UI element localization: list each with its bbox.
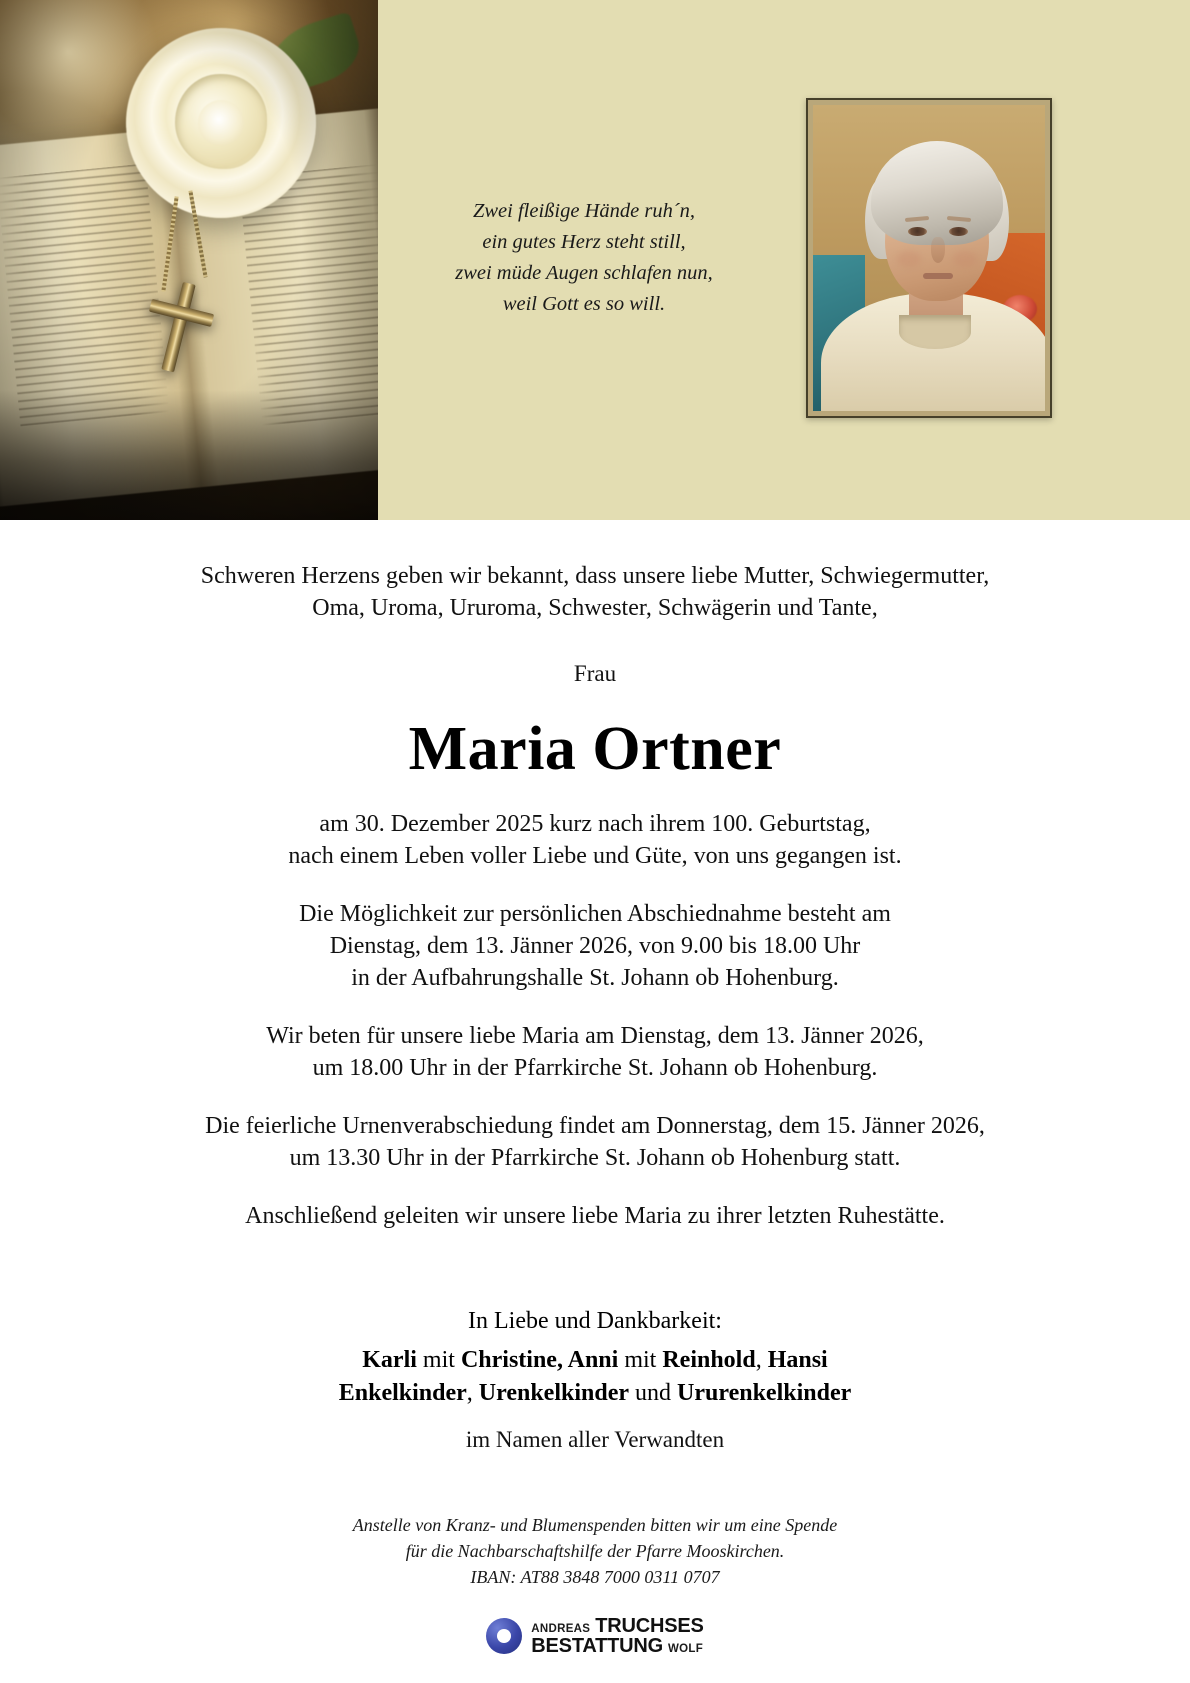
ceremony-line: um 13.30 Uhr in der Pfarrkirche St. Johann ob Hohenburg statt. (289, 1145, 901, 1171)
book-rose-photo (0, 0, 378, 520)
banner (0, 0, 1190, 520)
portrait-frame (806, 98, 1052, 418)
family-names (0, 1344, 1190, 1410)
donation-line: Anstelle von Kranz- und Blumenspenden bitten wir um eine Spende (352, 1515, 838, 1535)
in-name-of-relatives: im Namen aller Verwandten (465, 1427, 725, 1452)
family-connector: , (755, 1347, 768, 1373)
prayer-line: um 18.00 Uhr in der Pfarrkirche St. Johann ob Hohenburg. (312, 1055, 878, 1081)
prayer-line: Wir beten für unsere liebe Maria am Dienstag, dem 13. Jänner 2026, (266, 1023, 924, 1049)
announcement-body (0, 520, 1190, 1590)
intro-paragraph (0, 560, 1190, 624)
donation-iban: IBAN: AT88 3848 7000 0311 0707 (470, 1567, 720, 1587)
intro-line: Schweren Herzens geben wir bekannt, dass unsere liebe Mutter, Schwiegermutter, (200, 563, 990, 589)
donation-note (0, 1512, 1190, 1590)
photo-vignette (0, 0, 378, 520)
donation-line: für die Nachbarschaftshilfe der Pfarre Mooskirchen. (405, 1541, 785, 1561)
death-line: am 30. Dezember 2025 kurz nach ihrem 100. Geburtstag, (319, 811, 871, 837)
family-name: Urenkelkinder (478, 1380, 630, 1406)
family-line (0, 1377, 1190, 1410)
salutation: Frau (573, 661, 617, 686)
ceremony-paragraph (0, 1110, 1190, 1174)
prayer-paragraph (0, 1020, 1190, 1084)
family-name: Hansi (767, 1347, 828, 1373)
logo-service: BESTATTUNG (531, 1635, 663, 1658)
page-title: Maria Ortner (408, 715, 782, 783)
family-name: Ururenkelkinder (677, 1380, 852, 1406)
family-name: Enkelkinder (338, 1380, 467, 1406)
intro-line: Oma, Uroma, Ururoma, Schwester, Schwägerin und Tante, (312, 595, 878, 621)
ring-logo-icon (486, 1618, 522, 1654)
family-name: Reinhold (662, 1347, 756, 1373)
closing-line: Anschließend geleiten wir unsere liebe Maria zu ihrer letzten Ruhestätte. (245, 1203, 945, 1229)
closing-paragraph (0, 1200, 1190, 1232)
logo-first-name: ANDREAS (531, 1622, 591, 1635)
viewing-paragraph (0, 898, 1190, 994)
verse-line: ein gutes Herz steht still, (482, 231, 686, 253)
viewing-line: Dienstag, dem 13. Jänner 2026, von 9.00 bis 18.00 Uhr (329, 933, 861, 959)
death-paragraph (0, 808, 1190, 872)
family-connector: mit (618, 1347, 663, 1373)
family-connector: und (629, 1380, 678, 1406)
family-name: Christine, Anni (460, 1347, 619, 1373)
ceremony-line: Die feierliche Urnenverabschiedung findet am Donnerstag, dem 15. Jänner 2026, (205, 1113, 985, 1139)
family-connector: , (466, 1380, 479, 1406)
verse-line: weil Gott es so will. (502, 293, 666, 315)
logo-wordmark (531, 1616, 703, 1657)
family-name: Karli (362, 1347, 417, 1373)
memorial-verse (378, 196, 790, 320)
family-line (0, 1344, 1190, 1377)
gratitude-heading: In Liebe und Dankbarkeit: (468, 1308, 722, 1334)
portrait-photo (813, 105, 1045, 411)
logo-surname: TRUCHSES (595, 1614, 704, 1637)
funeral-home-logo (0, 1616, 1190, 1657)
logo-location: WOLF (668, 1643, 704, 1656)
verse-line: zwei müde Augen schlafen nun, (455, 262, 713, 284)
viewing-line: Die Möglichkeit zur persönlichen Abschiednahme besteht am (299, 901, 891, 927)
family-connector: mit (416, 1347, 461, 1373)
gratitude-section (0, 1304, 1190, 1456)
viewing-line: in der Aufbahrungshalle St. Johann ob Hohenburg. (351, 965, 839, 991)
death-line: nach einem Leben voller Liebe und Güte, von uns gegangen ist. (288, 843, 902, 869)
verse-line: Zwei fleißige Hände ruh´n, (472, 200, 696, 222)
